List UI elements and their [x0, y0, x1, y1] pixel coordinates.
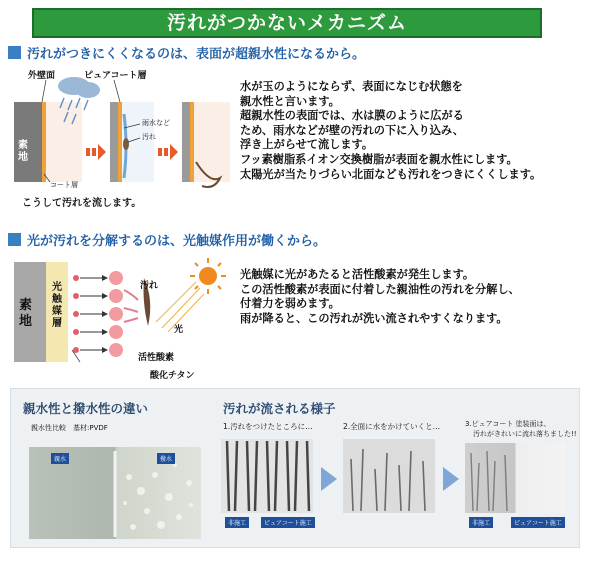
catalyst-label: 光触媒層 — [52, 282, 62, 329]
step3-photo — [465, 443, 565, 513]
base-wall-3 — [182, 102, 190, 182]
comparison-panel — [10, 388, 580, 548]
paragraph-line: 親水性と言います。 — [240, 94, 340, 108]
dirt-streaks-3 — [465, 443, 565, 513]
treated-tag-1: ピュアコート施工 — [261, 517, 315, 528]
square-bullet-icon — [8, 233, 21, 246]
sun-icon — [190, 258, 226, 294]
section1-heading — [8, 43, 365, 61]
paragraph-line: フッ素樹脂系イオン交換樹脂が表面を親水性にします。 — [240, 152, 518, 166]
water-comparison-photo — [29, 447, 201, 539]
paragraph-line: 超親水性の表面では、水は膜のように広がる — [240, 109, 464, 123]
hydrophilic-tag: 親水 — [51, 453, 69, 464]
rain-label: 雨水など — [142, 119, 170, 127]
step1-caption: 1.汚れをつけたところに… — [223, 422, 313, 431]
photocatalyst-diagram — [14, 252, 234, 382]
square-bullet-icon — [8, 46, 21, 59]
base-label-2: 素地 — [19, 298, 33, 329]
step3-caption-line2: 汚れがきれいに流れ落ちました!! — [473, 430, 577, 438]
paragraph-line: 光触媒に光があたると活性酸素が発生します。 — [240, 268, 475, 281]
dirt-label-1: 汚れ — [142, 133, 156, 141]
section2-heading — [8, 230, 326, 248]
dirt-label-2: 汚れ — [140, 281, 159, 291]
paragraph-line: 付着力を弱めます。 — [240, 297, 340, 311]
hydrophilic-diagram — [14, 66, 234, 216]
section1-caption: こうして汚れを流します。 — [22, 198, 142, 209]
titanium-oxide-label: 酸化チタン — [150, 371, 195, 381]
section2-heading-text: 光が汚れを分解するのは、光触媒作用が働くから。 — [27, 233, 327, 249]
outer-wall-label: 外壁面 — [28, 71, 56, 81]
coat-layer-label: コート層 — [50, 181, 78, 189]
coat-strip-1 — [42, 102, 46, 182]
section1-heading-text: 汚れがつきにくくなるのは、表面が超親水性になるから。 — [27, 46, 366, 62]
arrows — [80, 278, 102, 350]
arrow-right-icon-a — [321, 467, 337, 491]
panel-left-title: 親水性と撥水性の違い — [23, 401, 149, 416]
page-title-banner: 汚れがつかないメカニズム — [32, 8, 542, 38]
active-oxygen-label: 活性酸素 — [138, 353, 175, 363]
hydrophobic-tag: 撥水 — [157, 453, 175, 464]
base-wall-2 — [110, 102, 118, 182]
paragraph-line: 雨が降ると、この汚れが洗い流されやすくなります。 — [240, 311, 508, 325]
dirt-streaks-2 — [343, 439, 435, 513]
paragraph-line: ため、雨水などが壁の汚れの下に入り込み、 — [240, 123, 464, 137]
base-label-1: 素地 — [18, 140, 28, 163]
step1-photo — [221, 439, 313, 513]
dirt-streaks-1 — [221, 439, 313, 513]
surface-area-1 — [46, 102, 82, 182]
treated-tag-3: ピュアコート施工 — [511, 517, 565, 528]
untreated-tag-1: 非施工 — [225, 517, 249, 528]
paragraph-line: 太陽光が当たりづらい北面なども汚れをつきにくくします。 — [240, 167, 542, 181]
arrow-right-icon-b — [443, 467, 459, 491]
arrow-right-icon-1 — [86, 144, 106, 160]
section1-paragraph — [240, 80, 541, 182]
step3-caption-line1: 3.ピュアコート 塗装面は、 — [465, 420, 551, 428]
photocatalyst-diagram-svg — [14, 252, 234, 382]
step2-caption: 2.全面に水をかけていくと… — [343, 422, 441, 431]
panel-left-subtitle: 親水性比較 基材:PVDF — [31, 424, 108, 432]
catalyst-dots — [73, 275, 79, 353]
paragraph-line: 水が玉のようにならず、表面になじむ状態を — [240, 80, 463, 93]
light-label: 光 — [174, 325, 184, 335]
active-oxygen-icon — [109, 271, 123, 357]
paragraph-line: 浮き上がらせて流します。 — [240, 138, 374, 152]
panel-right-title: 汚れが流される様子 — [223, 401, 336, 416]
untreated-tag-3: 非施工 — [469, 517, 493, 528]
section2-paragraph — [240, 268, 520, 326]
paragraph-line: この活性酸素が表面に付着した親油性の汚れを分解し、 — [240, 282, 520, 296]
step2-photo — [343, 439, 435, 513]
pure-coat-label: ピュアコート層 — [84, 71, 147, 81]
arrow-right-icon-2 — [158, 144, 178, 160]
